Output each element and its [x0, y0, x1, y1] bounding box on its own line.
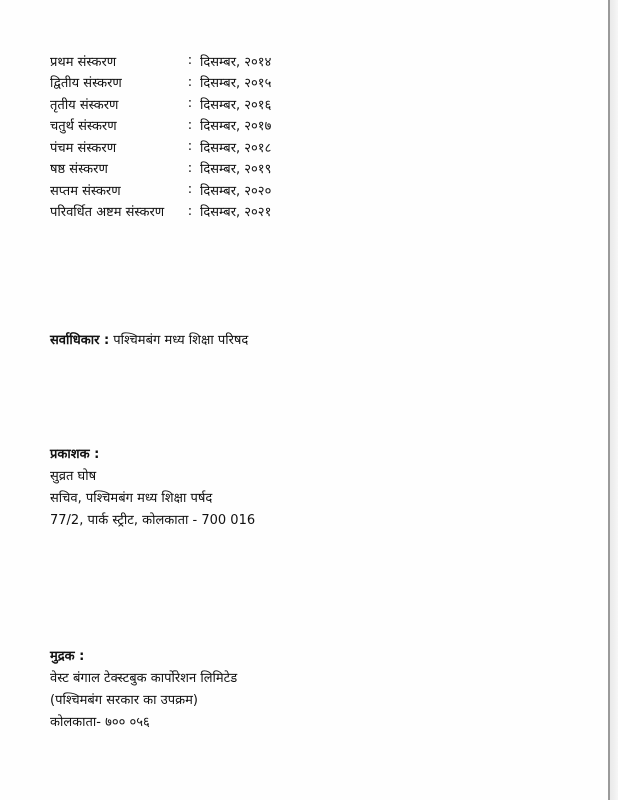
copyright-label: सर्वाधिकार : — [50, 333, 110, 348]
edition-label: प्रथम संस्करण — [50, 54, 117, 70]
edition-colon: : — [187, 74, 193, 90]
edition-row — [50, 179, 271, 201]
printer-address: कोलकाता- ७०० ०५६ — [50, 715, 150, 730]
edition-row — [50, 50, 271, 72]
printer-note: (पश्चिमबंग सरकार का उपक्रम) — [50, 693, 198, 708]
edition-row — [50, 158, 271, 180]
publisher-address: 77/2, पार्क स्ट्रीट, कोलकाता - 700 016 — [50, 513, 256, 528]
edition-colon: : — [187, 182, 193, 198]
edition-label: चतुर्थ संस्करण — [50, 119, 117, 135]
publisher-block — [50, 444, 255, 532]
edition-history-table — [50, 50, 271, 222]
edition-colon: : — [187, 139, 193, 155]
edition-date: दिसम्बर, २०१७ — [200, 119, 272, 135]
edition-row — [50, 115, 271, 137]
printer-block — [50, 646, 237, 734]
edition-date: दिसम्बर, २०२१ — [200, 205, 272, 221]
edition-label: तृतीय संस्करण — [50, 97, 119, 113]
edition-colon: : — [187, 117, 193, 133]
edition-colon: : — [187, 203, 193, 219]
publisher-heading: प्रकाशक : — [50, 447, 100, 462]
edition-label: द्वितीय संस्करण — [50, 76, 122, 92]
edition-date: दिसम्बर, २०२० — [200, 183, 272, 199]
edition-date: दिसम्बर, २०१८ — [200, 140, 272, 156]
edition-row — [50, 72, 271, 94]
edition-label: सप्तम संस्करण — [50, 183, 121, 199]
edition-colon: : — [187, 96, 193, 112]
copyright-holder: पश्चिमबंग मध्य शिक्षा परिषद — [113, 333, 249, 348]
edition-date: दिसम्बर, २०१५ — [200, 76, 272, 92]
edition-colon: : — [187, 53, 193, 69]
publisher-designation: सचिव, पश्चिमबंग मध्य शिक्षा पर्षद — [50, 491, 213, 506]
edition-colon: : — [187, 160, 193, 176]
edition-label: परिवर्धित अष्टम संस्करण — [50, 205, 165, 221]
printer-name: वेस्ट बंगाल टेक्स्टबुक कार्पोरेशन लिमिटेड — [50, 671, 238, 686]
edition-row — [50, 93, 271, 115]
publisher-name: सुव्रत घोष — [50, 469, 97, 484]
page-edge-line — [608, 0, 610, 800]
edition-label: षष्ठ संस्करण — [50, 162, 108, 178]
printer-heading: मुद्रक : — [50, 649, 85, 664]
edition-row — [50, 136, 271, 158]
page-edge-shadow — [610, 0, 618, 800]
edition-date: दिसम्बर, २०१४ — [200, 54, 272, 70]
edition-date: दिसम्बर, २०१९ — [200, 162, 272, 178]
edition-label: पंचम संस्करण — [50, 140, 117, 156]
copyright-line — [50, 330, 248, 348]
edition-date: दिसम्बर, २०१६ — [200, 97, 272, 113]
edition-row — [50, 201, 271, 223]
